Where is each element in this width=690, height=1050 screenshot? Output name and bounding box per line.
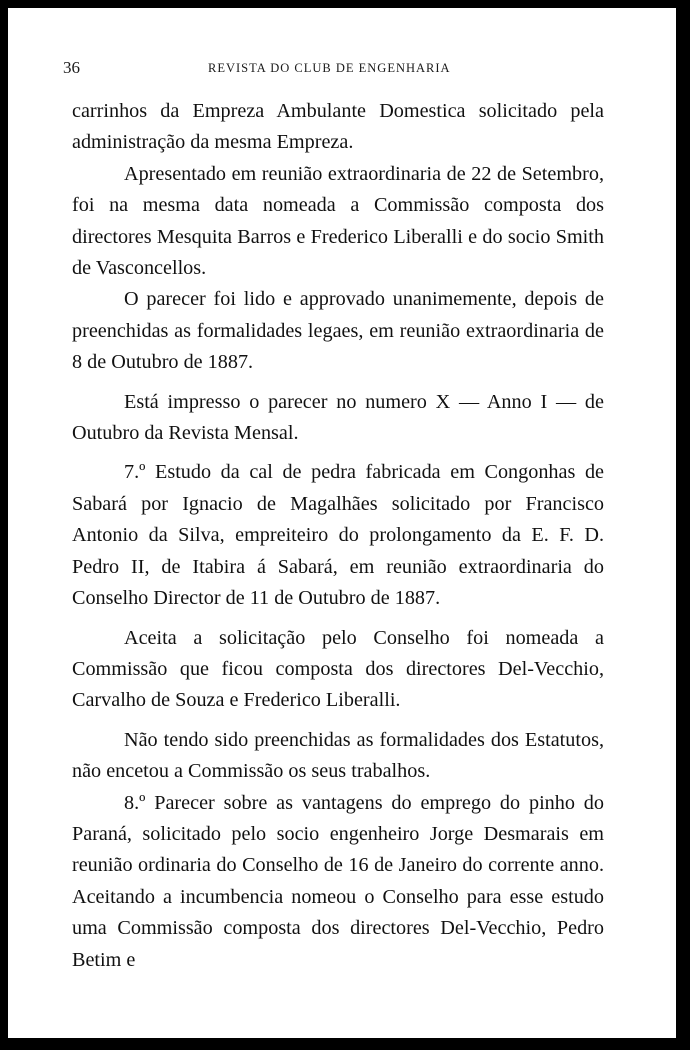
- paragraph-7: Não tendo sido preenchidas as formalidades dos Estatutos, não encetou a Commissão os seus trabalhos.: [72, 728, 604, 783]
- paragraph-4: Está impresso o parecer no numero X — Anno I — de Outubro da Revista Mensal.: [72, 390, 604, 445]
- running-title: REVISTA DO CLUB DE ENGENHARIA: [208, 61, 451, 75]
- paragraph-3: O parecer foi lido e approvado unanimemente, depois de preenchidas as formalidades legaes, em reunião extraordinaria de 8 de Outubro de 1887.: [72, 288, 604, 374]
- paragraph-1: carrinhos da Empreza Ambulante Domestica solicitado pela administração da mesma Empreza.: [72, 100, 604, 154]
- paragraph-8: 8.º Parecer sobre as vantagens do emprego do pinho do Paraná, solicitado pelo socio engenheiro Jorge Desmarais em reunião ordinaria do Conselho de 16 de Janeiro do corrente anno. Aceitando a incumbencia nomeou o Conselho para esse estudo uma Commissão composta dos directores Del-Vecchio, Pedro Betim e: [72, 791, 604, 971]
- document-page: [8, 8, 676, 1038]
- page-number: 36: [63, 58, 80, 77]
- paragraph-6: Aceita a solicitação pelo Conselho foi nomeada a Commissão que ficou composta dos directores Del-Vecchio, Carvalho de Souza e Frederico Liberalli.: [72, 626, 604, 712]
- page-header: [8, 58, 676, 80]
- paragraph-5: 7.º Estudo da cal de pedra fabricada em Congonhas de Sabará por Ignacio de Magalhães solicitado por Francisco Antonio da Silva, empreiteiro do prolongamento da E. F. D. Pedro II, de Itabira á Sabará, em reunião extraordinaria do Conselho Director de 11 de Outubro de 1887.: [72, 461, 604, 610]
- paragraph-2: Apresentado em reunião extraordinaria de 22 de Setembro, foi na mesma data nomeada a Commissão composta dos directores Mesquita Barros e Frederico Liberalli e do socio Smith de Vasconcellos.: [72, 162, 604, 280]
- body-text: [72, 96, 604, 976]
